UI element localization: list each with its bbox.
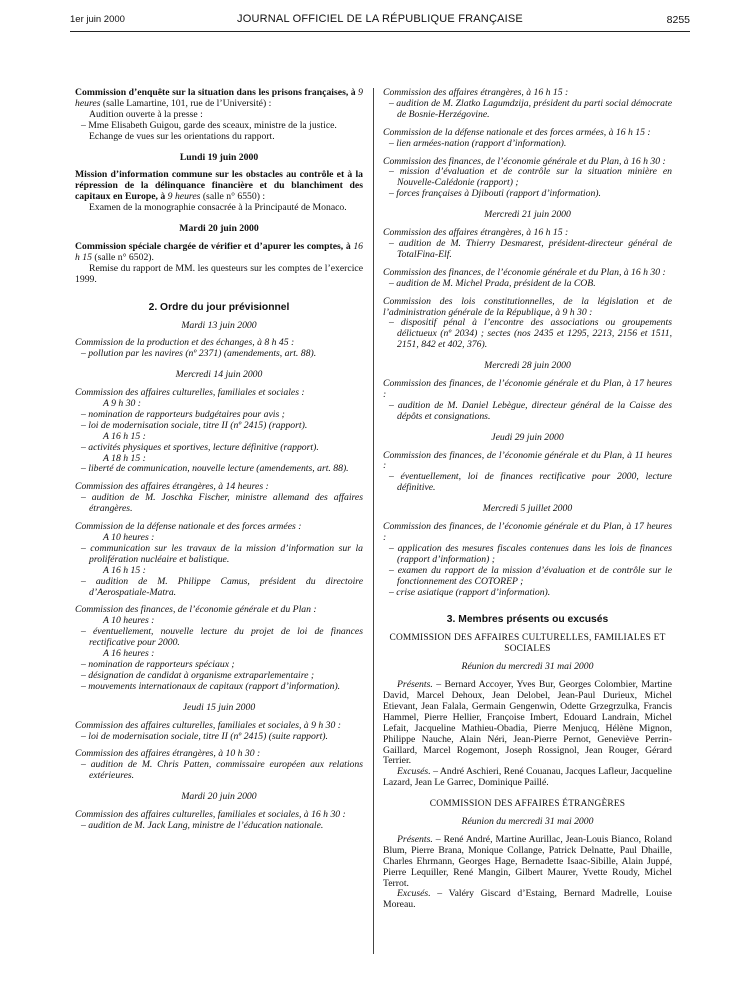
agenda-item: – nomination de rapporteurs budgétaires pour avis ; bbox=[81, 408, 285, 420]
commission-line: Commission de la production et des échanges, à 8 h 45 : bbox=[75, 337, 295, 349]
present-members: Présents. – Bernard Accoyer, Yves Bur, Georges Colombier, Martine David, Marcel Dehoux, Jean Delobel, Jean-Paul Durieux, Michel Etievant, Jean Falala, Germain Gengenwin, Odette Grzegrzulka, Francis Hammel, Pierre Hellier, Françoise Imbert, Edouard Landrain, Michel Lefait, Jacqueline Mathieu-Obadia, Pierre Menjucq, Hélène Mignon, Philippe Nauche, Alain Néri, Jean-Pierre Pernot, Geneviève Perrin-Gaillard, Marcel Rogemont, Joseph Rossignol, Jean Rouger, Gérard Terrier. bbox=[383, 679, 672, 767]
section-heading-2: 2. Ordre du jour prévisionnel bbox=[148, 301, 290, 313]
date-heading: Jeudi 29 juin 2000 bbox=[491, 431, 564, 443]
commission-line: Commission des finances, de l’économie générale et du Plan, à 17 heures : bbox=[383, 521, 672, 543]
date-heading: Mercredi 14 juin 2000 bbox=[175, 369, 263, 381]
time-line: A 18 h 15 : bbox=[103, 452, 146, 464]
commission-line: Commission des affaires culturelles, familiales et sociales, à 16 h 30 : bbox=[75, 809, 346, 821]
commission-line: Commission des affaires culturelles, familiales et sociales : bbox=[75, 387, 305, 399]
commission-line: Commission des finances, de l’économie générale et du Plan : bbox=[75, 604, 317, 616]
agenda-item: – forces françaises à Djibouti (rapport d’information). bbox=[389, 188, 601, 200]
date-heading: Mardi 20 juin 2000 bbox=[179, 223, 259, 235]
agenda-item: – loi de modernisation sociale, titre II (nº 2415) (suite rapport). bbox=[81, 730, 328, 742]
commission-line: Commission des affaires étrangères, à 10 h 30 : bbox=[75, 748, 261, 760]
meeting-date: Réunion du mercredi 31 mai 2000 bbox=[461, 661, 594, 673]
meeting-date: Réunion du mercredi 31 mai 2000 bbox=[461, 816, 594, 828]
time-line: A 16 h 15 : bbox=[103, 430, 146, 442]
commission-line: Commission des affaires étrangères, à 16 h 15 : bbox=[383, 87, 569, 98]
excused-members: Excusés. – André Aschieri, René Couanau, Jacques Lafleur, Jacqueline Lazard, Jean Le Garrec, Dominique Paillé. bbox=[383, 766, 672, 789]
agenda-item: – audition de M. Daniel Lebègue, directeur général de la Caisse des dépôts et consignations. bbox=[389, 399, 672, 422]
agenda-item: – mission d’évaluation et de contrôle sur la situation minière en Nouvelle-Calédonie (rapport) ; bbox=[389, 166, 672, 189]
entry-text: Echange de vues sur les orientations du rapport. bbox=[89, 130, 275, 142]
time-line: A 16 heures : bbox=[103, 648, 155, 660]
agenda-item: – pollution par les navires (nº 2371) (amendements, art. 88). bbox=[81, 348, 317, 360]
date-heading: Jeudi 15 juin 2000 bbox=[182, 701, 256, 713]
excused-members: Excusés. – Valéry Giscard d’Estaing, Bernard Madrelle, Louise Moreau. bbox=[383, 888, 672, 911]
date-heading: Lundi 19 juin 2000 bbox=[179, 151, 259, 163]
agenda-item: – lien armées-nation (rapport d’information). bbox=[389, 137, 567, 149]
commission-line: Commission des affaires étrangères, à 14 heures : bbox=[75, 481, 269, 493]
entry-text: Remise du rapport de MM. les questeurs sur les comptes de l’exercice 1999. bbox=[75, 262, 363, 285]
agenda-item: – audition de M. Philippe Camus, président du directoire d’Aerospatiale-Matra. bbox=[81, 575, 363, 598]
right-column bbox=[383, 88, 672, 911]
commission-line: Commission des finances, de l’économie générale et du Plan, à 16 h 30 : bbox=[383, 155, 666, 167]
agenda-item: – nomination de rapporteurs spéciaux ; bbox=[81, 658, 235, 670]
entry-commission-speciale: Commission spéciale chargée de vérifier et d’apurer les comptes, à 16 h 15 (salle n° 6502). bbox=[75, 240, 363, 263]
agenda-item: – activités physiques et sportives, lecture définitive (rapport). bbox=[81, 441, 319, 453]
agenda-item: – dispositif pénal à l’encontre des associations ou groupements délictueux (nº 2034) ; sectes (nos 2435 et 1295, 2213, 2156 et 1511, 2151, 842 et 402, 376). bbox=[389, 317, 672, 351]
present-members: Présents. – René André, Martine Aurillac, Jean-Louis Bianco, Roland Blum, Pierre Brana, Monique Collange, Patrick Delnatte, Paul Dhaille, Charles Ehrmann, Georges Hage, Bernadette Isaac-Sibille, Alain Juppé, Pierre Lequiller, René Mangin, Gilbert Maurer, Yvette Roudy, Michel Terrot. bbox=[383, 833, 672, 889]
agenda-item: – audition de M. Thierry Desmarest, président-directeur général de TotalFina-Elf. bbox=[389, 237, 672, 260]
agenda-item: – liberté de communication, nouvelle lecture (amendements, art. 88). bbox=[81, 463, 349, 475]
column-divider bbox=[373, 88, 374, 954]
commission-heading: COMMISSION DES AFFAIRES ÉTRANGÈRES bbox=[429, 799, 626, 810]
agenda-item: – loi de modernisation sociale, titre II (nº 2415) (rapport). bbox=[81, 419, 308, 431]
page-number: 8255 bbox=[666, 14, 690, 26]
agenda-item: – communication sur les travaux de la mission d’information sur la prolifération nucléaire et balistique. bbox=[81, 542, 363, 565]
time-line: A 9 h 30 : bbox=[103, 398, 142, 410]
agenda-item: – audition de M. Chris Patten, commissaire européen aux relations extérieures. bbox=[81, 759, 363, 782]
agenda-item: – audition de M. Zlatko Lagumdzija, président du parti social démocrate de Bosnie-Herzégovine. bbox=[389, 97, 672, 120]
time-line: A 16 h 15 : bbox=[103, 564, 146, 576]
header-rule bbox=[70, 31, 690, 32]
agenda-item: – éventuellement, loi de finances rectificative pour 2000, lecture définitive. bbox=[389, 471, 672, 494]
commission-line: Commission des affaires étrangères, à 16 h 15 : bbox=[383, 227, 569, 239]
entry-prisons: Commission d’enquête sur la situation dans les prisons françaises, à 9 heures (salle Lamartine, 101, rue de l’Université) : bbox=[75, 87, 364, 109]
entry-text: Examen de la monographie consacrée à la Principauté de Monaco. bbox=[89, 202, 347, 214]
date-heading: Mercredi 28 juin 2000 bbox=[484, 360, 571, 372]
commission-line: Commission des finances, de l’économie générale et du Plan, à 17 heures : bbox=[383, 378, 672, 400]
journal-title: JOURNAL OFFICIEL DE LA RÉPUBLIQUE FRANÇAISE bbox=[237, 13, 523, 25]
commission-line: Commission des finances, de l’économie générale et du Plan, à 16 h 30 : bbox=[383, 266, 666, 278]
commission-line: Commission de la défense nationale et des forces armées : bbox=[75, 521, 302, 533]
page-header bbox=[70, 14, 690, 30]
commission-line: Commission des affaires culturelles, familiales et sociales, à 9 h 30 : bbox=[75, 719, 341, 731]
agenda-item: – application des mesures fiscales contenues dans les lois de finances (rapport d’information) ; bbox=[389, 542, 672, 565]
agenda-item: – désignation de candidat à organisme extraparlementaire ; bbox=[81, 669, 315, 681]
left-column bbox=[75, 88, 363, 832]
agenda-item: – audition de M. Joschka Fischer, ministre allemand des affaires étrangères. bbox=[81, 492, 363, 515]
agenda-item: – examen du rapport de la mission d’évaluation et de contrôle sur le fonctionnement des COTOREP ; bbox=[389, 564, 672, 587]
date-heading: Mercredi 21 juin 2000 bbox=[484, 209, 571, 221]
commission-line: Commission des lois constitutionnelles, de la législation et de l’administration générale de la République, à 9 h 30 : bbox=[383, 295, 672, 318]
commission-line: Commission des finances, de l’économie générale et du Plan, à 11 heures : bbox=[383, 449, 672, 472]
agenda-item: – audition de M. Michel Prada, président de la COB. bbox=[389, 277, 596, 289]
header-date: 1er juin 2000 bbox=[70, 14, 125, 25]
agenda-item: – crise asiatique (rapport d’information). bbox=[389, 586, 551, 598]
section-heading-3: 3. Membres présents ou excusés bbox=[446, 614, 609, 626]
agenda-item: – audition de M. Jack Lang, ministre de l’éducation nationale. bbox=[81, 819, 324, 831]
date-heading: Mercredi 5 juillet 2000 bbox=[482, 503, 573, 515]
entry-mission: Mission d’information commune sur les obstacles au contrôle et à la répression de la délinquance financière et du blanchiment des capitaux en Europe, à 9 heures (salle n° 6550) : bbox=[75, 169, 363, 203]
commission-line: Commission de la défense nationale et des forces armées, à 16 h 15 : bbox=[383, 126, 651, 138]
entry-item: – Mme Elisabeth Guigou, garde des sceaux, ministre de la justice. bbox=[81, 119, 337, 131]
time-line: A 10 heures : bbox=[103, 615, 155, 627]
date-heading: Mardi 20 juin 2000 bbox=[181, 791, 257, 803]
agenda-item: – mouvements internationaux de capitaux (rapport d’information). bbox=[81, 680, 341, 692]
commission-heading: COMMISSION DES AFFAIRES CULTURELLES, FAMILIALES ET SOCIALES bbox=[389, 633, 666, 655]
agenda-item: – éventuellement, nouvelle lecture du projet de loi de finances rectificative pour 2000. bbox=[81, 626, 363, 649]
date-heading: Mardi 13 juin 2000 bbox=[181, 319, 257, 331]
time-line: A 10 heures : bbox=[103, 532, 155, 543]
entry-text: Audition ouverte à la presse : bbox=[89, 108, 203, 120]
